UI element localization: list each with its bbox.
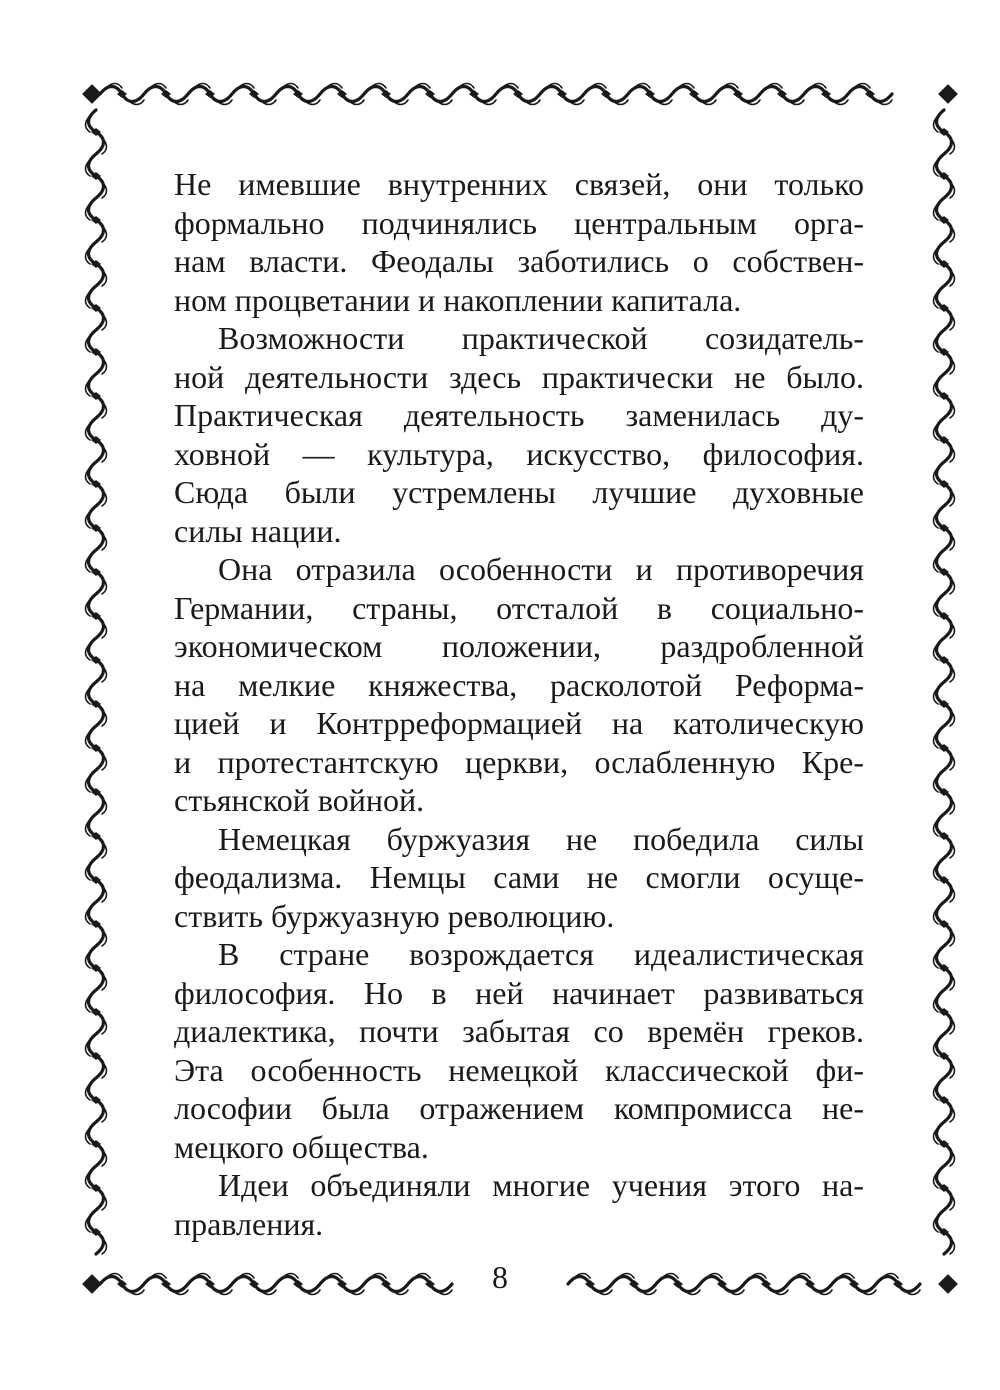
paragraph — [174, 820, 864, 936]
text-line: ствить буржуазную революцию. — [174, 897, 615, 934]
text-line: Возможности практической созидатель- — [218, 320, 864, 356]
text-line: силы нации. — [174, 512, 342, 549]
text-line: феодализма. Немцы сами не смогли осуще- — [174, 859, 864, 895]
corner-ornament — [82, 84, 102, 104]
text-line: философия. Но в ней начинает развиваться — [174, 974, 864, 1011]
text-line: экономическом положении, раздробленной — [174, 628, 864, 664]
text-line: Практическая деятельность заменилась ду- — [174, 397, 864, 433]
text-line: ном процветании и накоплении капитала. — [174, 281, 742, 318]
text-line: Немецкая буржуазия не победила силы — [218, 820, 864, 857]
text-line: ховной — культура, искусство, философия. — [174, 435, 864, 472]
text-line: Эта особенность немецкой классической фи- — [174, 1051, 864, 1088]
text-line: на мелкие княжества, расколотой Реформа- — [174, 666, 864, 703]
text-line: диалектика, почти забытая со времён греков. — [174, 1013, 864, 1049]
text-line: цией и Контрреформацией на католическую — [174, 705, 864, 741]
paragraph — [174, 165, 864, 319]
text-line: Сюда были устремлены лучшие духовные — [174, 474, 864, 510]
text-line: правления. — [174, 1205, 324, 1242]
text-line: нам власти. Феодалы заботились о собствен- — [174, 243, 864, 279]
paragraph — [174, 550, 864, 820]
text-line: Германии, страны, отсталой в социально- — [174, 589, 864, 626]
text-line: и протестантскую церкви, ослабленную Кре- — [174, 743, 864, 780]
body-text — [174, 165, 864, 1243]
text-line: формально подчинялись центральным орга- — [174, 204, 864, 241]
corner-ornament — [938, 84, 958, 104]
page-number: 8 — [470, 1257, 530, 1297]
text-line: лософии была отражением компромисса не- — [174, 1090, 864, 1126]
corner-ornament — [938, 1274, 958, 1294]
paragraph — [174, 1166, 864, 1243]
text-line: Не имевшие внутренних связей, они только — [174, 166, 864, 202]
text-line: ной деятельности здесь практически не было. — [174, 358, 864, 395]
text-line: Идеи объединяли многие учения этого на- — [218, 1167, 864, 1203]
paragraph — [174, 935, 864, 1166]
text-line: В стране возрождается идеалистическая — [218, 936, 864, 972]
paragraph — [174, 319, 864, 550]
text-line: Она отразила особенности и противоречия — [218, 551, 864, 587]
corner-ornament — [82, 1274, 102, 1294]
text-line: стьянской войной. — [174, 782, 425, 818]
text-line: мецкого общества. — [174, 1128, 429, 1165]
